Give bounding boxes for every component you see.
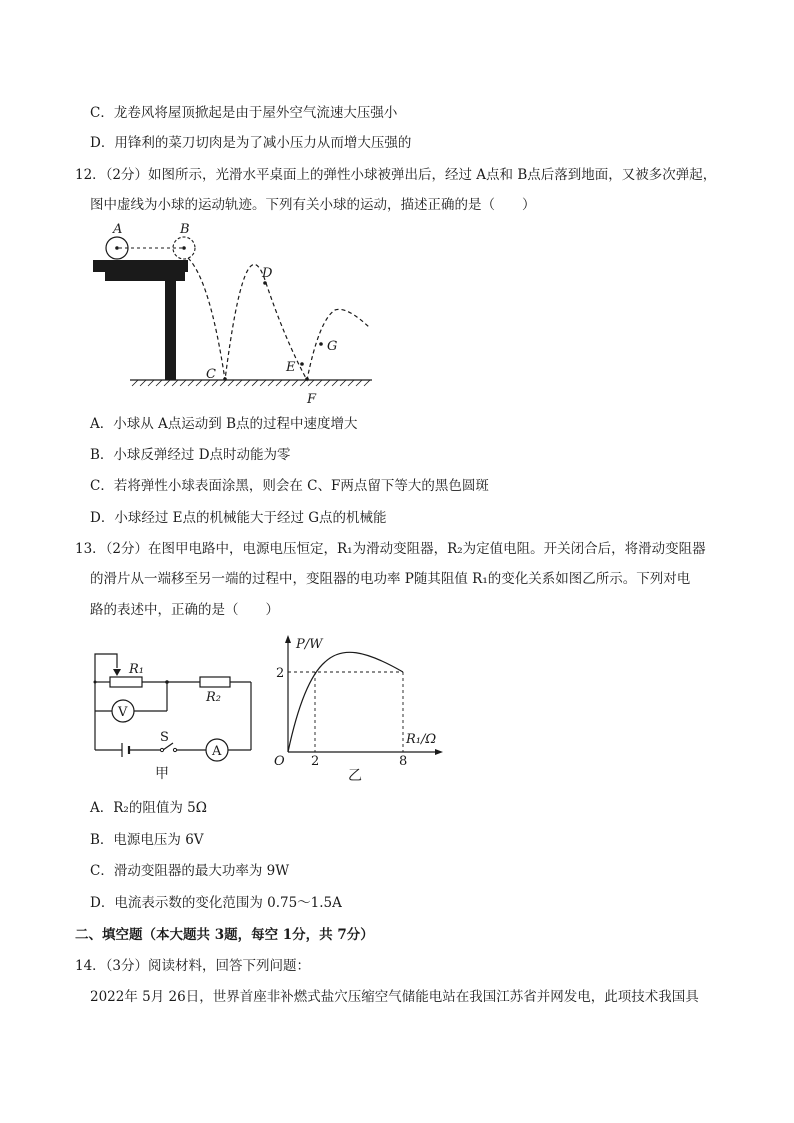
q12-stem-line2: 图中虚线为小球的运动轨迹。下列有关小球的运动，描述正确的是（ ） <box>90 197 536 213</box>
q12-option-c: C．若将弹性小球表面涂黑，则会在 C、F两点留下等大的黑色圆斑 <box>90 478 489 494</box>
q12-option-b: B．小球反弹经过 D点时动能为零 <box>90 447 291 463</box>
ball-b-center <box>182 246 186 250</box>
label-g: G <box>327 339 338 354</box>
r2-label: R₂ <box>206 690 221 705</box>
label-a: A <box>113 222 123 237</box>
point-d <box>263 281 267 285</box>
graph-caption: 乙 <box>348 768 362 784</box>
q11-option-c: C．龙卷风将屋顶掀起是由于屋外空气流速大压强小 <box>90 105 398 121</box>
q12-ball-trajectory-figure <box>85 220 385 410</box>
y-tick-2: 2 <box>276 666 285 681</box>
slider-wire <box>95 654 117 682</box>
junction-dot <box>165 680 169 684</box>
q13-option-c: C．滑动变阻器的最大功率为 9W <box>90 863 290 879</box>
origin-label: O <box>274 754 285 769</box>
q12-option-a: A．小球从 A点运动到 B点的过程中速度增大 <box>90 416 358 432</box>
table-top <box>93 260 188 272</box>
x-axis-arrow <box>435 749 443 755</box>
x-tick-8: 8 <box>399 754 408 769</box>
y-axis-label: P/W <box>296 637 323 652</box>
q13-option-a: A．R₂的阻值为 5Ω <box>90 800 207 816</box>
q13-stem-line2: 的滑片从一端移至另一端的过程中，变阻器的电功率 P随其阻值 R₁的变化关系如图乙所示。下列对电 <box>90 571 691 587</box>
q13-power-graph <box>270 630 450 790</box>
q13-stem-line1: 13．（2分）在图甲电路中，电源电压恒定，R₁为滑动变阻器，R₂为定值电阻。开关闭合后，将滑动变阻器 <box>75 541 706 557</box>
label-f: F <box>307 392 317 407</box>
label-c: C <box>206 367 216 382</box>
switch-contact-left <box>160 748 163 751</box>
ground-hatching <box>132 380 370 386</box>
q13-option-d: D．电流表示数的变化范围为 0.75～1.5A <box>90 895 342 911</box>
y-axis-arrow <box>285 635 291 643</box>
point-e <box>300 362 304 366</box>
slider-arrow <box>113 669 121 676</box>
trajectory-dashed <box>188 258 370 380</box>
resistor-r2 <box>200 677 230 687</box>
label-e: E <box>286 360 296 375</box>
q13-circuit-figure <box>85 640 265 790</box>
point-c <box>223 377 227 381</box>
circuit-caption: 甲 <box>155 766 169 782</box>
switch-contact-right <box>173 748 176 751</box>
q14-stem: 14．（3分）阅读材料，回答下列问题： <box>75 958 311 974</box>
x-tick-2: 2 <box>311 754 320 769</box>
point-f <box>305 377 309 381</box>
q12-option-d: D．小球经过 E点的机械能大于经过 G点的机械能 <box>90 510 387 526</box>
power-curve <box>288 652 403 752</box>
point-g <box>319 342 323 346</box>
r1-label: R₁ <box>129 662 144 677</box>
q13-option-b: B．电源电压为 6V <box>90 832 204 848</box>
x-axis-label: R₁/Ω <box>406 732 437 747</box>
q14-paragraph: 2022年 5月 26日，世界首座非补燃式盐穴压缩空气储能电站在我国江苏省并网发电，此项技术我国具 <box>90 989 699 1005</box>
label-d: D <box>262 266 273 281</box>
section-heading-fill-in: 二、填空题（本大题共 3题，每空 1分，共 7分） <box>75 927 374 943</box>
ball-a-center <box>115 246 119 250</box>
q12-stem-line1: 12．（2分）如图所示，光滑水平桌面上的弹性小球被弹出后，经过 A点和 B点后落到地面，又被多次弹起， <box>75 167 717 183</box>
ammeter-label: A <box>212 744 222 759</box>
q11-option-d: D．用锋利的菜刀切肉是为了减小压力从而增大压强的 <box>90 135 412 151</box>
label-b: B <box>180 222 190 237</box>
voltmeter-label: V <box>118 705 128 720</box>
resistor-r1 <box>110 677 142 687</box>
table-leg <box>165 272 176 380</box>
q13-stem-line3: 路的表述中，正确的是（ ） <box>90 602 279 618</box>
switch-label: S <box>160 730 169 745</box>
junction-dot-left <box>94 681 97 684</box>
